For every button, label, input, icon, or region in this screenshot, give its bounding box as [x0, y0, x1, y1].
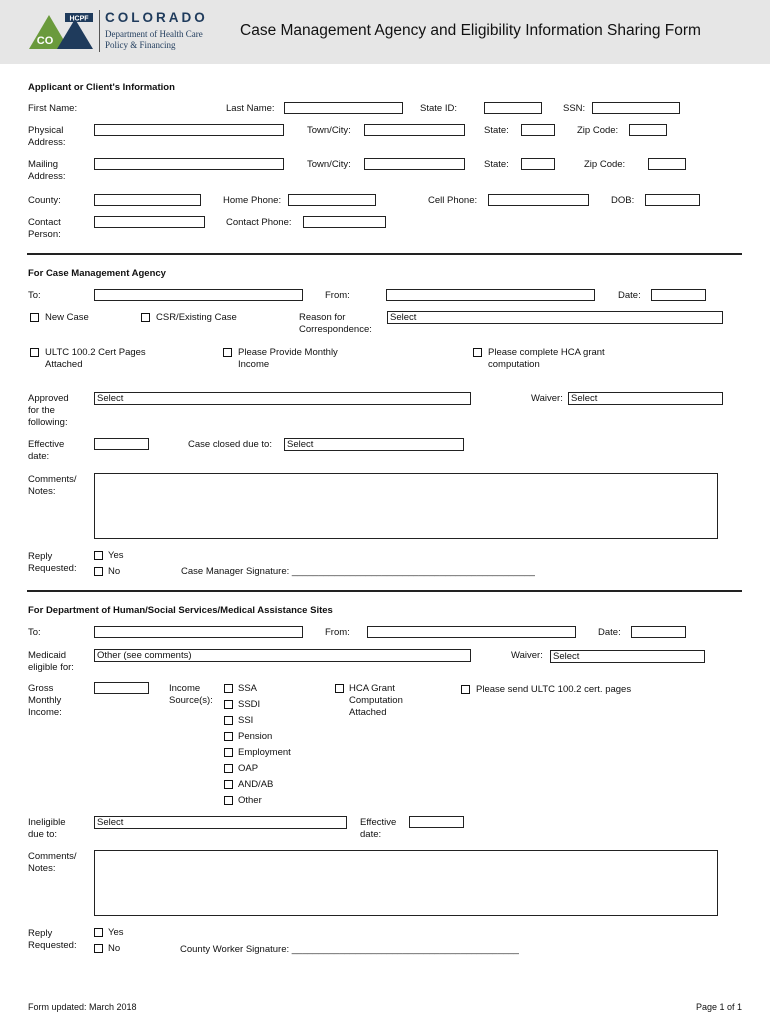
hca-computation-label: Please complete HCA grant computation — [488, 347, 605, 370]
county-label: County: — [28, 195, 61, 206]
new-case-checkbox[interactable] — [30, 313, 39, 322]
cma-to-label: To: — [28, 290, 41, 301]
ultc-attached-label: ULTC 100.2 Cert Pages Attached — [45, 347, 146, 370]
ineligible-label: Ineligible due to: — [28, 817, 66, 840]
gross-income-field[interactable] — [94, 682, 149, 694]
dhs-waiver-select[interactable]: Select — [550, 650, 705, 663]
send-ultc-checkbox[interactable] — [461, 685, 470, 694]
ssn-field[interactable] — [592, 102, 680, 114]
dhs-comments-label: Comments/ Notes: — [28, 851, 77, 874]
cma-date-label: Date: — [618, 290, 641, 301]
section-divider-2 — [27, 590, 742, 592]
source-employment-label: Employment — [238, 747, 291, 758]
cma-reply-yes-label: Yes — [108, 550, 124, 561]
provide-income-checkbox[interactable] — [223, 348, 232, 357]
cma-reply-yes-checkbox[interactable] — [94, 551, 103, 560]
cma-effective-date-label: Effective date: — [28, 439, 65, 462]
dhs-from-label: From: — [325, 627, 350, 638]
svg-text:CO: CO — [36, 35, 54, 47]
mailing-town-field[interactable] — [364, 158, 465, 170]
new-case-label: New Case — [45, 312, 89, 323]
dob-label: DOB: — [611, 195, 635, 206]
cell-phone-label: Cell Phone: — [428, 195, 478, 206]
dhs-to-label: To: — [28, 627, 41, 638]
dhs-reply-no-checkbox[interactable] — [94, 944, 103, 953]
medicaid-eligible-label: Medicaid eligible for: — [28, 650, 74, 673]
last-name-label: Last Name: — [226, 103, 275, 114]
gross-income-label: Gross Monthly Income: — [28, 683, 62, 718]
cma-from-label: From: — [325, 290, 350, 301]
physical-zip-label: Zip Code: — [577, 125, 619, 136]
logo-divider — [99, 10, 100, 52]
contact-person-field[interactable] — [94, 216, 205, 228]
physical-address-label: Physical Address: — [28, 125, 66, 148]
co-logo-icon — [27, 11, 97, 51]
cma-comments-area[interactable] — [94, 473, 718, 539]
physical-town-label: Town/City: — [307, 125, 351, 136]
dhs-date-label: Date: — [598, 627, 621, 638]
income-sources-label: Income Source(s): — [169, 683, 213, 706]
source-ssa-checkbox[interactable] — [224, 684, 233, 693]
reason-label: Reason for Correspondence: — [299, 312, 372, 335]
ssn-label: SSN: — [563, 103, 586, 114]
reason-select[interactable]: Select — [387, 311, 723, 324]
cma-waiver-label: Waiver: — [531, 393, 563, 404]
ultc-attached-checkbox[interactable] — [30, 348, 39, 357]
cma-heading: For Case Management Agency — [28, 268, 166, 279]
county-field[interactable] — [94, 194, 201, 206]
mailing-town-label: Town/City: — [307, 159, 351, 170]
source-ssdi-checkbox[interactable] — [224, 700, 233, 709]
physical-state-label: State: — [484, 125, 509, 136]
logo-dept-line1: Department of Health Care — [105, 29, 203, 39]
cma-reply-no-label: No — [108, 566, 121, 577]
cma-reply-no-checkbox[interactable] — [94, 567, 103, 576]
dhs-waiver-label: Waiver: — [511, 650, 543, 661]
contact-phone-field[interactable] — [303, 216, 386, 228]
physical-town-field[interactable] — [364, 124, 465, 136]
source-and-ab-checkbox[interactable] — [224, 780, 233, 789]
ineligible-select[interactable]: Select — [94, 816, 347, 829]
physical-address-field[interactable] — [94, 124, 284, 136]
mailing-zip-label: Zip Code: — [584, 159, 626, 170]
logo-state-name: COLORADO — [105, 10, 208, 25]
state-id-field[interactable] — [484, 102, 542, 114]
case-manager-signature: Case Manager Signature: ______________________________________________ — [181, 566, 535, 577]
contact-person-label: Contact Person: — [28, 217, 61, 240]
dhs-effective-date-label: Effective date: — [360, 817, 397, 840]
source-oap-label: OAP — [238, 763, 259, 774]
case-closed-label: Case closed due to: — [188, 439, 272, 450]
mailing-address-field[interactable] — [94, 158, 284, 170]
first-name-label: First Name: — [28, 103, 78, 114]
cell-phone-field[interactable] — [488, 194, 589, 206]
cma-comments-label: Comments/ Notes: — [28, 474, 77, 497]
source-ssi-checkbox[interactable] — [224, 716, 233, 725]
form-title: Case Management Agency and Eligibility Information Sharing Form — [240, 22, 701, 39]
approved-select[interactable]: Select — [94, 392, 471, 405]
source-other-checkbox[interactable] — [224, 796, 233, 805]
source-oap-checkbox[interactable] — [224, 764, 233, 773]
home-phone-label: Home Phone: — [223, 195, 282, 206]
source-ssi-label: SSI — [238, 715, 254, 726]
dob-field[interactable] — [645, 194, 700, 206]
svg-text:HCPF: HCPF — [69, 15, 89, 23]
source-pension-label: Pension — [238, 731, 273, 742]
source-pension-checkbox[interactable] — [224, 732, 233, 741]
dhs-from-field[interactable] — [367, 626, 576, 638]
mailing-state-label: State: — [484, 159, 509, 170]
source-ssdi-label: SSDI — [238, 699, 261, 710]
dhs-reply-yes-label: Yes — [108, 927, 124, 938]
page-number: Page 1 of 1 — [696, 1002, 743, 1012]
physical-state-field[interactable] — [521, 124, 555, 136]
applicant-heading: Applicant or Client's Information — [28, 82, 175, 93]
cma-date-field[interactable] — [651, 289, 706, 301]
dhs-effective-date-field[interactable] — [409, 816, 464, 828]
cma-reply-label: Reply Requested: — [28, 551, 77, 574]
medicaid-eligible-select[interactable]: Other (see comments) — [94, 649, 471, 662]
hca-grant-checkbox[interactable] — [335, 684, 344, 693]
csr-case-checkbox[interactable] — [141, 313, 150, 322]
last-name-field[interactable] — [284, 102, 403, 114]
dhs-date-field[interactable] — [631, 626, 686, 638]
hca-computation-checkbox[interactable] — [473, 348, 482, 357]
dhs-reply-yes-checkbox[interactable] — [94, 928, 103, 937]
physical-zip-field[interactable] — [629, 124, 667, 136]
approved-label: Approved for the following: — [28, 393, 69, 428]
source-ssa-label: SSA — [238, 683, 258, 694]
form-updated-text: Form updated: March 2018 — [28, 1002, 137, 1012]
dhs-reply-label: Reply Requested: — [28, 928, 77, 951]
case-closed-select[interactable]: Select — [284, 438, 464, 451]
mailing-address-label: Mailing Address: — [28, 159, 66, 182]
cma-to-field[interactable] — [94, 289, 303, 301]
mailing-state-field[interactable] — [521, 158, 555, 170]
dhs-heading: For Department of Human/Social Services/Medical Assistance Sites — [28, 605, 333, 616]
hca-grant-label: HCA Grant Computation Attached — [349, 683, 403, 718]
send-ultc-label: Please send ULTC 100.2 cert. pages — [476, 684, 632, 695]
source-other-label: Other — [238, 795, 262, 806]
cma-effective-date-field[interactable] — [94, 438, 149, 450]
provide-income-label: Please Provide Monthly Income — [238, 347, 338, 370]
home-phone-field[interactable] — [288, 194, 376, 206]
csr-case-label: CSR/Existing Case — [156, 312, 237, 323]
dhs-reply-no-label: No — [108, 943, 121, 954]
dhs-to-field[interactable] — [94, 626, 303, 638]
section-divider-1 — [27, 253, 742, 255]
cma-waiver-select[interactable]: Select — [568, 392, 723, 405]
mailing-zip-field[interactable] — [648, 158, 686, 170]
state-id-label: State ID: — [420, 103, 457, 114]
dhs-comments-area[interactable] — [94, 850, 718, 916]
county-worker-signature: County Worker Signature: ___________________________________________ — [180, 944, 519, 955]
contact-phone-label: Contact Phone: — [226, 217, 292, 228]
source-and-ab-label: AND/AB — [238, 779, 274, 790]
source-employment-checkbox[interactable] — [224, 748, 233, 757]
logo-dept-line2: Policy & Financing — [105, 40, 176, 50]
cma-from-field[interactable] — [386, 289, 595, 301]
